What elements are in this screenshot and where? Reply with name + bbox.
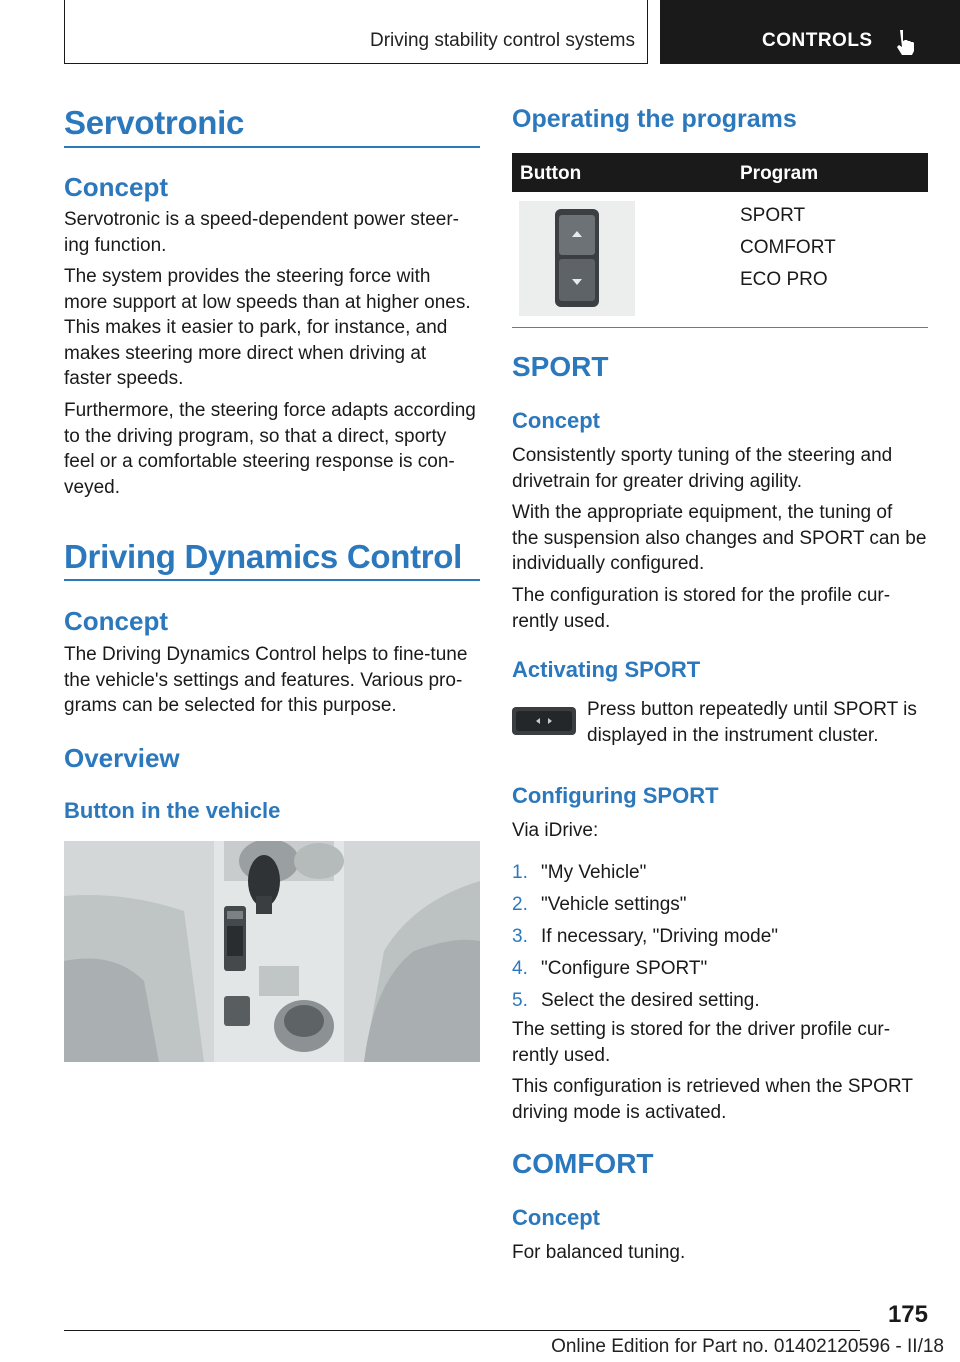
servotronic-paragraph-3: Furthermore, the steering force adapts according to the driving program, so that a direct, sporty feel or a comfortable steering response is con‐ veyed. bbox=[64, 400, 476, 498]
column-header-button: Button bbox=[520, 163, 582, 184]
sport-button-image bbox=[512, 705, 576, 737]
comfort-concept-text: For balanced tuning. bbox=[512, 1242, 686, 1263]
concept-heading: Concept bbox=[64, 172, 168, 202]
list-item: 1. "My Vehicle" bbox=[512, 862, 647, 883]
configuring-sport-heading: Configuring SPORT bbox=[512, 783, 719, 808]
servotronic-title: Servotronic bbox=[64, 104, 245, 141]
servotronic-paragraph-2: The system provides the steering force with more support at low speeds than at higher ones. This makes it easier to park, for instance, and makes steering more direct when driving at faster speeds. bbox=[64, 266, 471, 389]
activating-sport-text: Press button repeatedly until SPORT is displayed in the instrument cluster. bbox=[587, 699, 917, 746]
activating-sport-heading: Activating SPORT bbox=[512, 657, 701, 682]
comfort-title: COMFORT bbox=[512, 1148, 654, 1179]
sport-paragraph-2: With the appropriate equipment, the tuning of the suspension also changes and SPORT can be individually configured. bbox=[512, 502, 927, 574]
concept-heading: Concept bbox=[512, 1205, 600, 1230]
center-console-image bbox=[64, 841, 480, 1062]
table-bottom-rule bbox=[512, 327, 928, 328]
program-sport: SPORT bbox=[740, 205, 806, 226]
pointing-hand-icon bbox=[892, 28, 920, 56]
program-list bbox=[740, 200, 836, 296]
driving-mode-rocker-switch-image bbox=[519, 201, 635, 316]
concept-heading: Concept bbox=[512, 408, 600, 433]
overview-heading: Overview bbox=[64, 743, 180, 773]
ddc-paragraph: The Driving Dynamics Control helps to fine-tune the vehicle's settings and features. Various pro‐ grams can be selected for this purpose. bbox=[64, 644, 468, 716]
operating-programs-title: Operating the programs bbox=[512, 105, 797, 133]
column-header-program: Program bbox=[740, 163, 819, 184]
servotronic-paragraph-1: Servotronic is a speed-dependent power steer‐ ing function. bbox=[64, 209, 460, 256]
concept-heading: Concept bbox=[64, 606, 168, 636]
header-section-box bbox=[64, 0, 648, 64]
header-section-title: Driving stability control systems bbox=[369, 30, 635, 51]
list-item: 3. If necessary, "Driving mode" bbox=[512, 926, 778, 947]
sport-paragraph-1: Consistently sporty tuning of the steering and drivetrain for greater driving agility. bbox=[512, 445, 893, 492]
edition-text: Online Edition for Part no. 01402120596 - II/18 bbox=[551, 1336, 944, 1357]
sport-paragraph-3: The configuration is stored for the profile cur‐ rently used. bbox=[512, 585, 891, 632]
header-chapter-label: CONTROLS bbox=[762, 30, 873, 51]
list-item: 2. "Vehicle settings" bbox=[512, 894, 687, 915]
page-number: 175 bbox=[887, 1301, 928, 1328]
list-item: 5. Select the desired setting. bbox=[512, 990, 760, 1011]
sport-title: SPORT bbox=[512, 351, 609, 382]
button-in-vehicle-heading: Button in the vehicle bbox=[64, 798, 281, 823]
footer-rule bbox=[64, 1330, 860, 1331]
section-rule bbox=[64, 146, 480, 148]
ddc-title: Driving Dynamics Control bbox=[64, 538, 463, 575]
via-idrive-text: Via iDrive: bbox=[512, 820, 599, 841]
programs-table-header bbox=[512, 153, 928, 192]
steps-list bbox=[512, 857, 932, 1017]
configuration-retrieved-text: This configuration is retrieved when the SPORT driving mode is activated. bbox=[512, 1076, 913, 1123]
section-rule bbox=[64, 579, 480, 581]
setting-stored-text: The setting is stored for the driver profile cur‐ rently used. bbox=[512, 1019, 891, 1066]
list-item: 4. "Configure SPORT" bbox=[512, 958, 708, 979]
program-eco-pro: ECO PRO bbox=[740, 269, 828, 290]
program-comfort: COMFORT bbox=[740, 237, 836, 258]
